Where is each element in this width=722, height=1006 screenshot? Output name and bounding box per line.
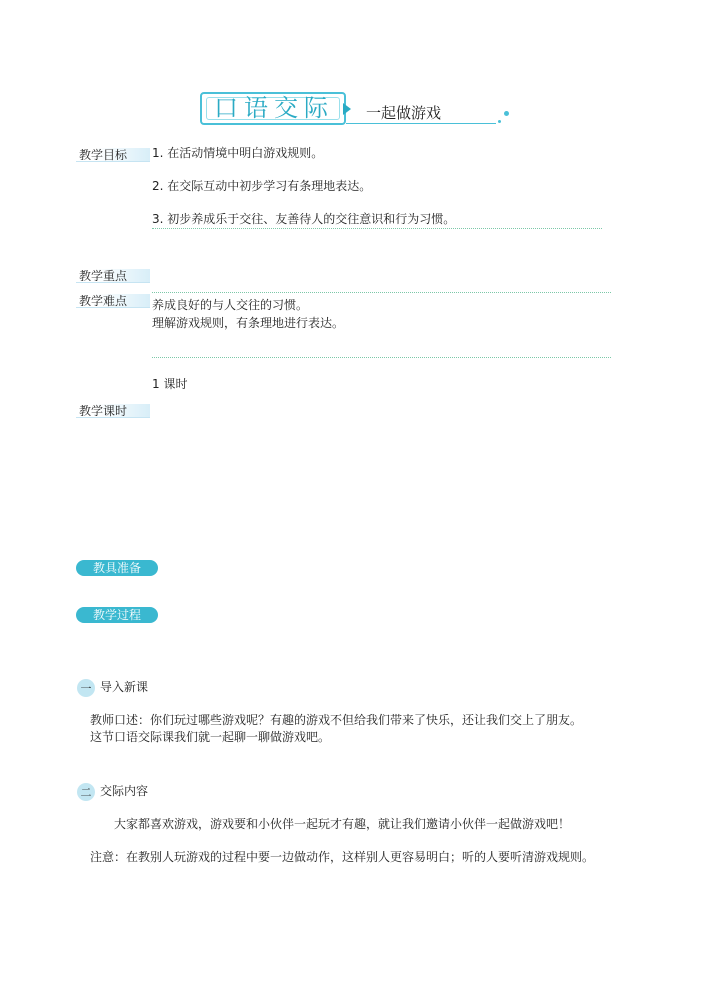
section1-line-2: 这节口语交际课我们就一起聊一聊做游戏吧。 <box>90 730 331 744</box>
section2-note: 注意：在教别人玩游戏的过程中要一边做动作，这样别人更容易明白；听的人要听清游戏规则。 <box>90 850 595 864</box>
pill-prep: 教具准备 <box>76 560 158 576</box>
page-subtitle: 一起做游戏 <box>366 104 442 122</box>
objective-item-3: 3. 初步养成乐于交往、友善待人的交往意识和行为习惯。 <box>152 212 456 226</box>
section-marker-1: 一 <box>77 679 95 697</box>
decor-dot-icon <box>504 111 509 116</box>
objective-item-2: 2. 在交际互动中初步学习有条理地表达。 <box>152 179 372 193</box>
section1-line-1: 教师口述：你们玩过哪些游戏呢？有趣的游戏不但给我们带来了快乐，还让我们交上了朋友。 <box>90 713 583 727</box>
objective-item-1: 1. 在活动情境中明白游戏规则。 <box>152 146 324 160</box>
difficulty-line-2: 理解游戏规则，有条理地进行表达。 <box>152 316 345 330</box>
label-difficulties: 教学难点 <box>76 294 150 308</box>
label-key-points: 教学重点 <box>76 269 150 283</box>
hours-value: 1 课时 <box>152 377 188 391</box>
label-hours: 教学课时 <box>76 404 150 418</box>
divider-objectives <box>152 228 602 229</box>
divider-difficulties <box>152 357 611 358</box>
divider-key-points <box>152 292 611 293</box>
title-arrow-icon <box>343 103 351 115</box>
pill-process: 教学过程 <box>76 607 158 623</box>
label-objectives: 教学目标 <box>76 148 150 162</box>
section-title-2: 交际内容 <box>100 784 149 798</box>
page-title: 口语交际 <box>214 94 334 122</box>
section2-paragraph: 大家都喜欢游戏，游戏要和小伙伴一起玩才有趣，就让我们邀请小伙伴一起做游戏吧！ <box>114 817 571 831</box>
difficulty-line-1: 养成良好的与人交往的习惯。 <box>152 298 309 312</box>
section-marker-2: 二 <box>77 783 95 801</box>
decor-dot-icon <box>498 120 501 123</box>
section-title-1: 导入新课 <box>100 680 149 694</box>
title-underline <box>346 123 496 124</box>
